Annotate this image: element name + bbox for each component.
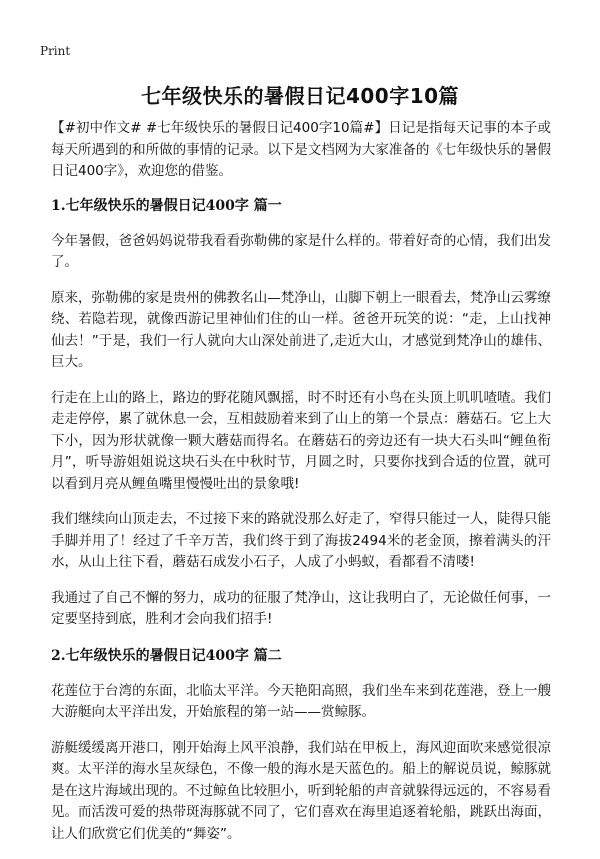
paragraph: 花莲位于台湾的东面，北临太平洋。今天艳阳高照，我们坐车来到花莲港，登上一艘大游艇向太平洋出发，开始旅程的第一站——赏鲸豚。 bbox=[51, 682, 551, 720]
paragraph: 行走在上山的路上，路边的野花随风飘摇，时不时还有小鸟在头顶上叽叽喳喳。我们走走停停，累了就休息一会，互相鼓励着来到了山上的第一个景点：蘑菇石。它上大下小，因为形状就像一颗大蘑菇而得名。在蘑菇石的旁边还有一块大石头叫“鲤鱼衔月”，听导游姐姐说这块石头在中秋时节，月圆之时，只要你找到合适的位置，就可以看到月亮从鲤鱼嘴里慢慢吐出的景象哦! bbox=[51, 389, 551, 492]
print-label: Print bbox=[40, 44, 71, 58]
intro-paragraph: 【#初中作文# #七年级快乐的暑假日记400字10篇#】日记是指每天记事的本子或每天所遇到的和所做的事情的记录。以下是文档网为大家准备的《七年级快乐的暑假日记400字》，欢迎您的借鉴。 bbox=[51, 120, 551, 179]
section-heading-1: 1.七年级快乐的暑假日记400字 篇一 bbox=[51, 197, 282, 214]
paragraph: 我通过了自己不懈的努力，成功的征服了梵净山，这让我明白了，无论做任何事，一定要坚持到底，胜利才会向我们招手! bbox=[51, 589, 551, 627]
paragraph: 原来，弥勒佛的家是贵州的佛教名山—梵净山，山脚下朝上一眼看去，梵净山云雾缭绕、若隐若现，就像西游记里神仙们住的山一样。爸爸开玩笑的说：“走，上山找神仙去！”于是，我们一行人就向大山深处前进了,走近大山，才感觉到梵净山的雄伟、巨大。 bbox=[51, 289, 551, 370]
document-title: 七年级快乐的暑假日记400字10篇 bbox=[140, 84, 460, 108]
paragraph: 游艇缓缓离开港口，刚开始海上风平浪静，我们站在甲板上，海风迎面吹来感觉很凉爽。太平洋的海水呈灰绿色，不像一般的海水是天蓝色的。船上的解说员说，鲸豚就是在这片海域出现的。不过鲸鱼比较胆小，听到轮船的声音就躲得远远的，不容易看见。而活泼可爱的热带斑海豚就不同了，它们喜欢在海里追逐着轮船，跳跃出海面，让人们欣赏它们优美的“舞姿”。 bbox=[51, 739, 551, 842]
document-body bbox=[51, 118, 551, 859]
section-heading-2: 2.七年级快乐的暑假日记400字 篇二 bbox=[51, 647, 282, 664]
paragraph: 我们继续向山顶走去，不过接下来的路就没那么好走了，窄得只能过一人，陡得只能手脚并用了！经过了千辛万苦，我们终于到了海拔2494米的老金顶，擦着满头的汗水，从山上往下看，蘑菇石成发小石子，人成了小蚂蚁，看都看不清喽! bbox=[51, 511, 551, 570]
paragraph: 今年暑假，爸爸妈妈说带我看看弥勒佛的家是什么样的。带着好奇的心情，我们出发了。 bbox=[51, 232, 551, 270]
